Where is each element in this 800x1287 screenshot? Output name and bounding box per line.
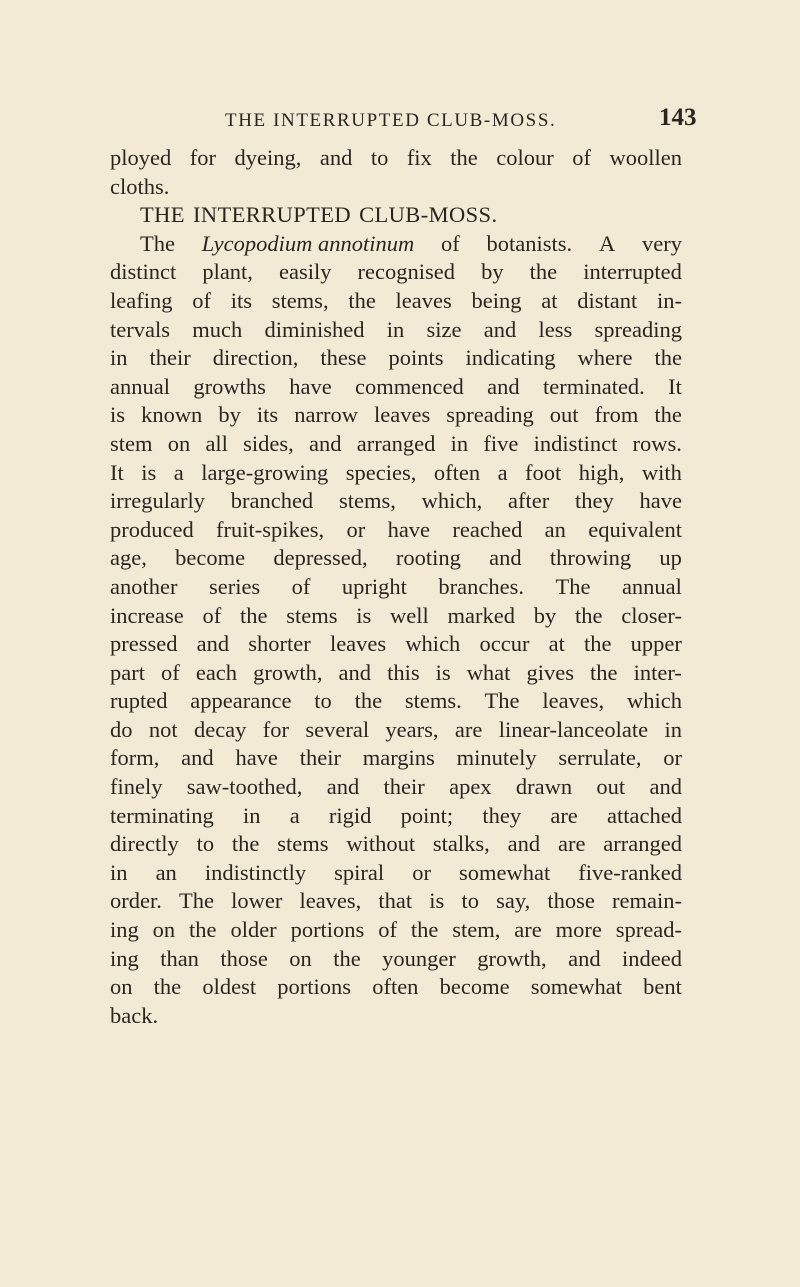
word: of xyxy=(202,602,222,628)
word: linear-lanceolate xyxy=(498,716,649,742)
word: its xyxy=(256,402,279,428)
word: well xyxy=(389,602,429,628)
word: leafing xyxy=(110,287,173,313)
word: in xyxy=(450,430,469,456)
word: the xyxy=(584,631,612,657)
word: easily xyxy=(279,259,332,285)
word: and xyxy=(507,831,541,857)
word: rupted xyxy=(110,688,168,714)
word: are xyxy=(557,831,586,857)
word: reached xyxy=(452,516,523,542)
word: at xyxy=(541,287,558,313)
word: the xyxy=(590,659,618,685)
word: It xyxy=(110,459,124,485)
word: arranged xyxy=(603,831,682,857)
word: an xyxy=(155,859,177,885)
word: growth, xyxy=(253,659,323,685)
word: and xyxy=(181,745,214,771)
word: The xyxy=(178,888,214,914)
text-line xyxy=(110,973,682,1002)
word: irregularly xyxy=(110,488,205,514)
word: that xyxy=(378,888,413,914)
text-line xyxy=(110,230,682,259)
word: stems, xyxy=(338,488,396,514)
word: increase xyxy=(110,602,184,628)
text-line xyxy=(110,773,682,802)
word: woollen xyxy=(609,145,682,170)
word: size xyxy=(426,316,462,342)
word: those xyxy=(547,888,595,914)
word: depressed, xyxy=(273,545,368,571)
word: are xyxy=(550,802,578,828)
word: the xyxy=(231,831,260,857)
word: ing xyxy=(110,945,139,971)
word: dyeing, xyxy=(234,145,302,170)
heading-word: CLUB-MOSS. xyxy=(359,202,498,228)
text-line xyxy=(110,887,682,916)
word: its xyxy=(230,287,252,313)
word: which xyxy=(405,631,461,657)
word: is xyxy=(429,888,445,914)
word: and xyxy=(326,774,360,800)
text-line xyxy=(110,659,682,688)
word: the xyxy=(333,945,361,971)
word: indeed xyxy=(622,945,682,971)
text-line xyxy=(110,916,682,945)
word: bent xyxy=(643,974,682,1000)
word: the xyxy=(153,974,182,1000)
word: known xyxy=(141,402,203,428)
word: is xyxy=(356,602,372,628)
word: what xyxy=(466,659,511,685)
word: become xyxy=(175,545,246,571)
word: diminished xyxy=(264,316,365,342)
word: have xyxy=(235,745,278,771)
word: growths xyxy=(193,373,266,399)
word: and xyxy=(649,774,682,800)
text-line xyxy=(110,401,682,430)
word: order. xyxy=(110,888,162,914)
word: younger xyxy=(382,945,456,971)
word: species, xyxy=(345,459,417,485)
word: the xyxy=(348,287,376,313)
word: of xyxy=(161,659,180,685)
word: upper xyxy=(630,631,682,657)
word: in xyxy=(664,716,682,742)
word: botanists. xyxy=(486,230,573,256)
word: branched xyxy=(230,488,314,514)
word: stem xyxy=(110,430,153,456)
word: the xyxy=(654,345,682,371)
word: each xyxy=(195,659,238,685)
word: directly xyxy=(110,831,179,857)
word: after xyxy=(508,488,550,514)
word: stalks, xyxy=(432,831,490,857)
word: and xyxy=(487,373,520,399)
word: in xyxy=(110,345,128,371)
text-line xyxy=(110,830,682,859)
section-heading xyxy=(110,201,682,230)
word: spread- xyxy=(615,917,682,943)
word: to xyxy=(461,888,479,914)
word: by xyxy=(218,402,241,428)
word: much xyxy=(192,316,243,342)
word: terminated. xyxy=(542,373,645,399)
word: five-ranked xyxy=(578,859,682,885)
word: large-growing xyxy=(201,459,329,485)
word: not xyxy=(148,716,178,742)
word: marked xyxy=(447,602,515,628)
word: terminating xyxy=(110,802,214,828)
word: an xyxy=(544,516,566,542)
word: to xyxy=(370,145,389,170)
word: these xyxy=(320,345,367,371)
word: high, xyxy=(578,459,625,485)
page-number: 143 xyxy=(659,104,697,131)
heading-word: THE xyxy=(140,202,185,228)
word: and xyxy=(483,316,517,342)
word: rigid xyxy=(328,802,372,828)
word: back. xyxy=(110,1002,159,1028)
word: older xyxy=(230,917,277,943)
word: spreading xyxy=(594,316,682,342)
word: rooting xyxy=(395,545,461,571)
word: a xyxy=(497,459,508,485)
word: part xyxy=(110,659,145,685)
text-line xyxy=(110,716,682,745)
word: become xyxy=(439,974,510,1000)
text-line xyxy=(110,859,682,888)
text-line xyxy=(110,287,682,316)
word: another xyxy=(110,573,178,599)
text-line xyxy=(110,544,682,573)
body-text xyxy=(110,144,682,1030)
word: portions xyxy=(277,974,352,1000)
word: equivalent xyxy=(588,516,682,542)
word: a xyxy=(173,459,184,485)
word: on xyxy=(289,945,312,971)
word: form, xyxy=(110,745,160,771)
word: their xyxy=(299,745,341,771)
word: indistinctly xyxy=(204,859,307,885)
word: in- xyxy=(656,287,682,313)
word: upright xyxy=(341,573,407,599)
word: by xyxy=(533,602,557,628)
word: throwing xyxy=(549,545,632,571)
word: their xyxy=(149,345,191,371)
word: or xyxy=(412,859,431,885)
word: indistinct xyxy=(533,430,618,456)
word: the xyxy=(450,145,478,170)
word: somewhat xyxy=(530,974,622,1000)
word: years, xyxy=(385,716,439,742)
word: is xyxy=(141,459,157,485)
word: leaves, xyxy=(542,688,605,714)
word: of xyxy=(572,145,591,170)
word: branches. xyxy=(438,573,524,599)
word: serrulate, xyxy=(558,745,642,771)
word: remain- xyxy=(612,888,682,914)
word: and xyxy=(196,631,230,657)
word: the xyxy=(654,402,682,428)
word: by xyxy=(481,259,504,285)
word: point; xyxy=(400,802,454,828)
text-line xyxy=(110,630,682,659)
word: occur xyxy=(479,631,530,657)
text-line xyxy=(110,373,682,402)
word: being xyxy=(471,287,522,313)
word: and xyxy=(309,430,342,456)
word: stems xyxy=(286,602,338,628)
word: out xyxy=(549,402,579,428)
word: which xyxy=(626,688,682,714)
word: have xyxy=(639,488,682,514)
word: closer- xyxy=(621,602,682,628)
word: arranged xyxy=(356,430,436,456)
word: or xyxy=(663,745,682,771)
word: inter- xyxy=(633,659,682,685)
word: indicating xyxy=(465,345,556,371)
word: decay xyxy=(193,716,247,742)
text-line xyxy=(110,173,682,202)
word: without xyxy=(346,831,416,857)
text-line xyxy=(110,1002,682,1031)
word: more xyxy=(555,917,602,943)
word: minutely xyxy=(456,745,537,771)
text-line xyxy=(110,258,682,287)
word: annual xyxy=(110,373,170,399)
text-line xyxy=(110,316,682,345)
word: and xyxy=(568,945,601,971)
text-line xyxy=(110,144,682,173)
word: oldest xyxy=(202,974,257,1000)
word: finely xyxy=(110,774,163,800)
word: direction, xyxy=(212,345,299,371)
word: ing xyxy=(110,917,139,943)
heading-word: INTERRUPTED xyxy=(192,202,352,228)
text-line xyxy=(110,687,682,716)
word: and xyxy=(338,659,372,685)
word: spreading xyxy=(446,402,534,428)
word: stems xyxy=(277,831,329,857)
italic-term: Lycopodium annotinum xyxy=(201,230,415,256)
word: the xyxy=(574,602,603,628)
running-title: THE INTERRUPTED CLUB-MOSS. xyxy=(225,110,557,131)
text-line xyxy=(110,430,682,459)
word: for xyxy=(189,145,216,170)
word: say, xyxy=(496,888,531,914)
word: out xyxy=(596,774,626,800)
word: ployed xyxy=(110,145,172,170)
word: of xyxy=(378,917,397,943)
text-line xyxy=(110,487,682,516)
word: stem, xyxy=(452,917,501,943)
word: fruit-spikes, xyxy=(216,516,325,542)
word: recognised xyxy=(357,259,456,285)
word: of xyxy=(192,287,211,313)
word: The xyxy=(140,230,175,256)
word: with xyxy=(641,459,682,485)
word: in xyxy=(386,316,405,342)
word: have xyxy=(289,373,332,399)
text-line xyxy=(110,744,682,773)
word: very xyxy=(641,230,682,256)
word: their xyxy=(383,774,425,800)
word: lower xyxy=(231,888,283,914)
word: interrupted xyxy=(583,259,682,285)
word: and xyxy=(319,145,353,170)
text-line xyxy=(110,459,682,488)
word: to xyxy=(196,831,215,857)
word: stems. xyxy=(404,688,462,714)
text-line xyxy=(110,602,682,631)
text-line xyxy=(110,573,682,602)
word: on xyxy=(152,917,176,943)
word: five xyxy=(483,430,519,456)
word: The xyxy=(555,573,591,599)
word: attached xyxy=(607,802,682,828)
word: in xyxy=(110,859,128,885)
word: rows. xyxy=(632,430,682,456)
word: stems, xyxy=(271,287,329,313)
word: apex xyxy=(449,774,492,800)
text-line xyxy=(110,344,682,373)
word: is xyxy=(110,402,126,428)
word: foot xyxy=(525,459,562,485)
word: points xyxy=(388,345,444,371)
word: have xyxy=(387,516,431,542)
word: margins xyxy=(362,745,435,771)
word: do xyxy=(110,716,133,742)
word: often xyxy=(372,974,419,1000)
running-header xyxy=(0,104,800,138)
word: appearance xyxy=(190,688,292,714)
word: up xyxy=(659,545,682,571)
word: drawn xyxy=(515,774,573,800)
word: fix xyxy=(406,145,432,170)
word: portions xyxy=(290,917,365,943)
word: plant, xyxy=(202,259,253,285)
word: leaves, xyxy=(299,888,362,914)
word: The xyxy=(484,688,520,714)
word: which, xyxy=(421,488,483,514)
word: where xyxy=(577,345,633,371)
word: from xyxy=(594,402,639,428)
word: annual xyxy=(621,573,682,599)
word: all xyxy=(205,430,228,456)
word: those xyxy=(220,945,268,971)
word: they xyxy=(574,488,614,514)
word: than xyxy=(160,945,199,971)
word: series xyxy=(208,573,261,599)
word: somewhat xyxy=(459,859,551,885)
word: this xyxy=(387,659,420,685)
word: are xyxy=(454,716,483,742)
word: in xyxy=(242,802,261,828)
word: they xyxy=(482,802,522,828)
word: of xyxy=(291,573,311,599)
word: saw-toothed, xyxy=(186,774,303,800)
word: are xyxy=(514,917,542,943)
word: for xyxy=(262,716,290,742)
word: distant xyxy=(577,287,638,313)
word: shorter xyxy=(248,631,311,657)
word: or xyxy=(346,516,366,542)
word: sides, xyxy=(243,430,294,456)
text-line xyxy=(110,945,682,974)
word: is xyxy=(435,659,451,685)
word: commenced xyxy=(355,373,464,399)
word: often xyxy=(433,459,481,485)
word: spiral xyxy=(334,859,385,885)
text-line xyxy=(110,516,682,545)
word: growth, xyxy=(477,945,547,971)
word: of xyxy=(441,230,460,256)
word: cloths. xyxy=(110,173,170,199)
word: pressed xyxy=(110,631,178,657)
word: less xyxy=(538,316,573,342)
word: distinct xyxy=(110,259,177,285)
word: It xyxy=(668,373,682,399)
word: the xyxy=(189,917,217,943)
word: the xyxy=(529,259,558,285)
word: narrow xyxy=(294,402,358,428)
word: leaves xyxy=(395,287,452,313)
word: A xyxy=(598,230,616,256)
word: on xyxy=(167,430,191,456)
text-line xyxy=(110,802,682,831)
word: tervals xyxy=(110,316,170,342)
word: leaves xyxy=(329,631,387,657)
word: age, xyxy=(110,545,147,571)
word: the xyxy=(354,688,383,714)
word: a xyxy=(289,802,300,828)
word: produced xyxy=(110,516,194,542)
word: leaves xyxy=(374,402,431,428)
word: the xyxy=(239,602,268,628)
word: and xyxy=(489,545,522,571)
word: the xyxy=(410,917,439,943)
word: to xyxy=(314,688,332,714)
word: on xyxy=(110,974,133,1000)
word: several xyxy=(305,716,370,742)
word: at xyxy=(548,631,565,657)
word: colour xyxy=(496,145,554,170)
word: gives xyxy=(526,659,574,685)
